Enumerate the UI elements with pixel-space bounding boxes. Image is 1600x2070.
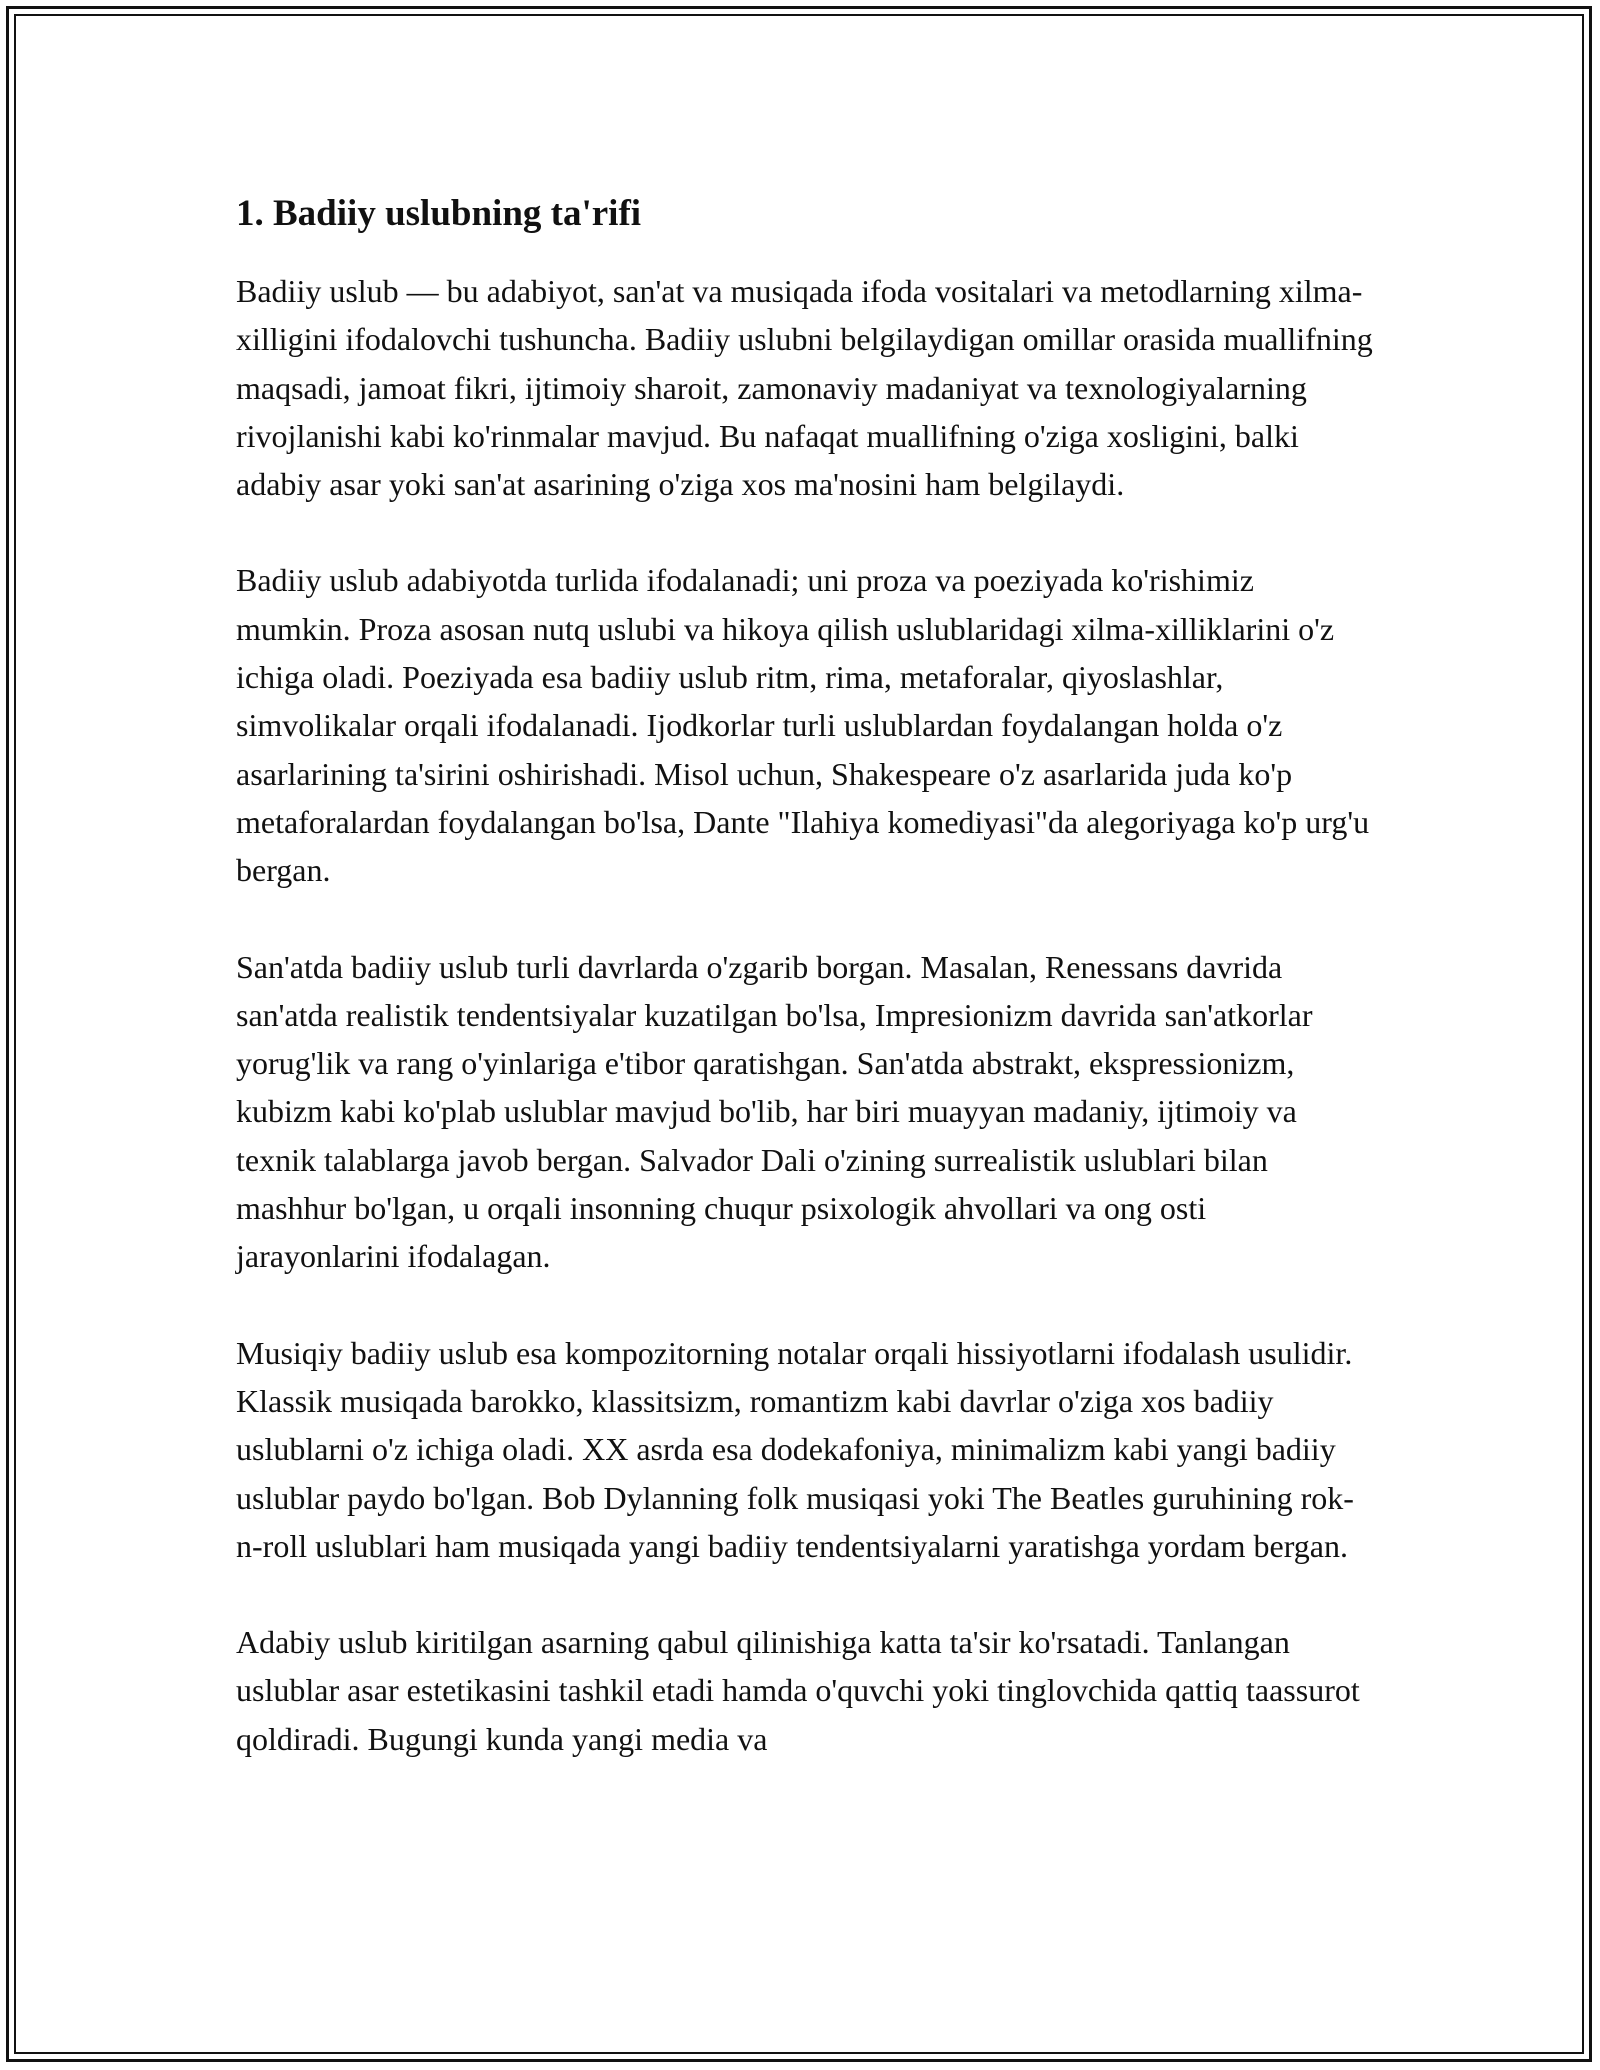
section-heading: 1. Badiiy uslubning ta'rifi (236, 193, 642, 234)
paragraph-art: San'atda badiiy uslub turli davrlarda o'zgarib borgan. Masalan, Renessans davrida san'atda realistik tendentsiyalar kuzatilgan bo'lsa, Impresionizm davrida san'atkorlar yorug'lik va rang o'yinlariga e'tibor qaratishgan. San'atda abstrakt, ekspressionizm, kubizm kabi ko'plab uslublar mavjud bo'lib, har biri muayyan madaniy, ijtimoiy va texnik talablarga javob bergan. Salvador Dali o'zining surrealistik uslublari bilan mashhur bo'lgan, u orqali insonning chuqur psixologik ahvollari va ong osti jarayonlarini ifodalagan. (236, 948, 1313, 1275)
document-body (236, 186, 1376, 1811)
paragraph-definition: Badiiy uslub — bu adabiyot, san'at va musiqada ifoda vositalari va metodlarning xilma-xilligini ifodalovchi tushuncha. Badiiy uslubni belgilaydigan omillar orasida muallifning maqsadi, jamoat fikri, ijtimoiy sharoit, zamonaviy madaniyat va texnologiyalarning rivojlanishi kabi ko'rinmalar mavjud. Bu nafaqat muallifning o'ziga xosligini, balki adabiy asar yoki san'at asarining o'ziga xos ma'nosini ham belgilaydi. (236, 273, 1373, 503)
paragraph-literature: Badiiy uslub adabiyotda turlida ifodalanadi; uni proza va poeziyada ko'rishimiz mumkin. Proza asosan nutq uslubi va hikoya qilish uslublaridagi xilma-xilliklarini o'z ichiga oladi. Poeziyada esa badiiy uslub ritm, rima, metaforalar, qiyoslashlar, simvolikalar orqali ifodalanadi. Ijodkorlar turli uslublardan foydalangan holda o'z asarlarining ta'sirini oshirishadi. Misol uchun, Shakespeare o'z asarlarida juda ko'p metaforalardan foydalangan bo'lsa, Dante "Ilahiya komediyasi"da alegoriyaga ko'p urg'u bergan. (236, 562, 1370, 889)
paragraph-influence: Adabiy uslub kiritilgan asarning qabul qilinishiga katta ta'sir ko'rsatadi. Tanlangan uslublar asar estetikasini tashkil etadi hamda o'quvchi yoki tinglovchida qattiq taassurot qoldiradi. Bugungi kunda yangi media va (236, 1624, 1360, 1757)
paragraph-music: Musiqiy badiiy uslub esa kompozitorning notalar orqali hissiyotlarni ifodalash usulidir. Klassik musiqada barokko, klassitsizm, romantizm kabi davrlar o'ziga xos badiiy uslublarni o'z ichiga oladi. XX asrda esa dodekafoniya, minimalizm kabi yangi badiiy uslublar paydo bo'lgan. Bob Dylanning folk musiqasi yoki The Beatles guruhining rok-n-roll uslublari ham musiqada yangi badiiy tendentsiyalarni yaratishga yordam bergan. (236, 1334, 1354, 1564)
